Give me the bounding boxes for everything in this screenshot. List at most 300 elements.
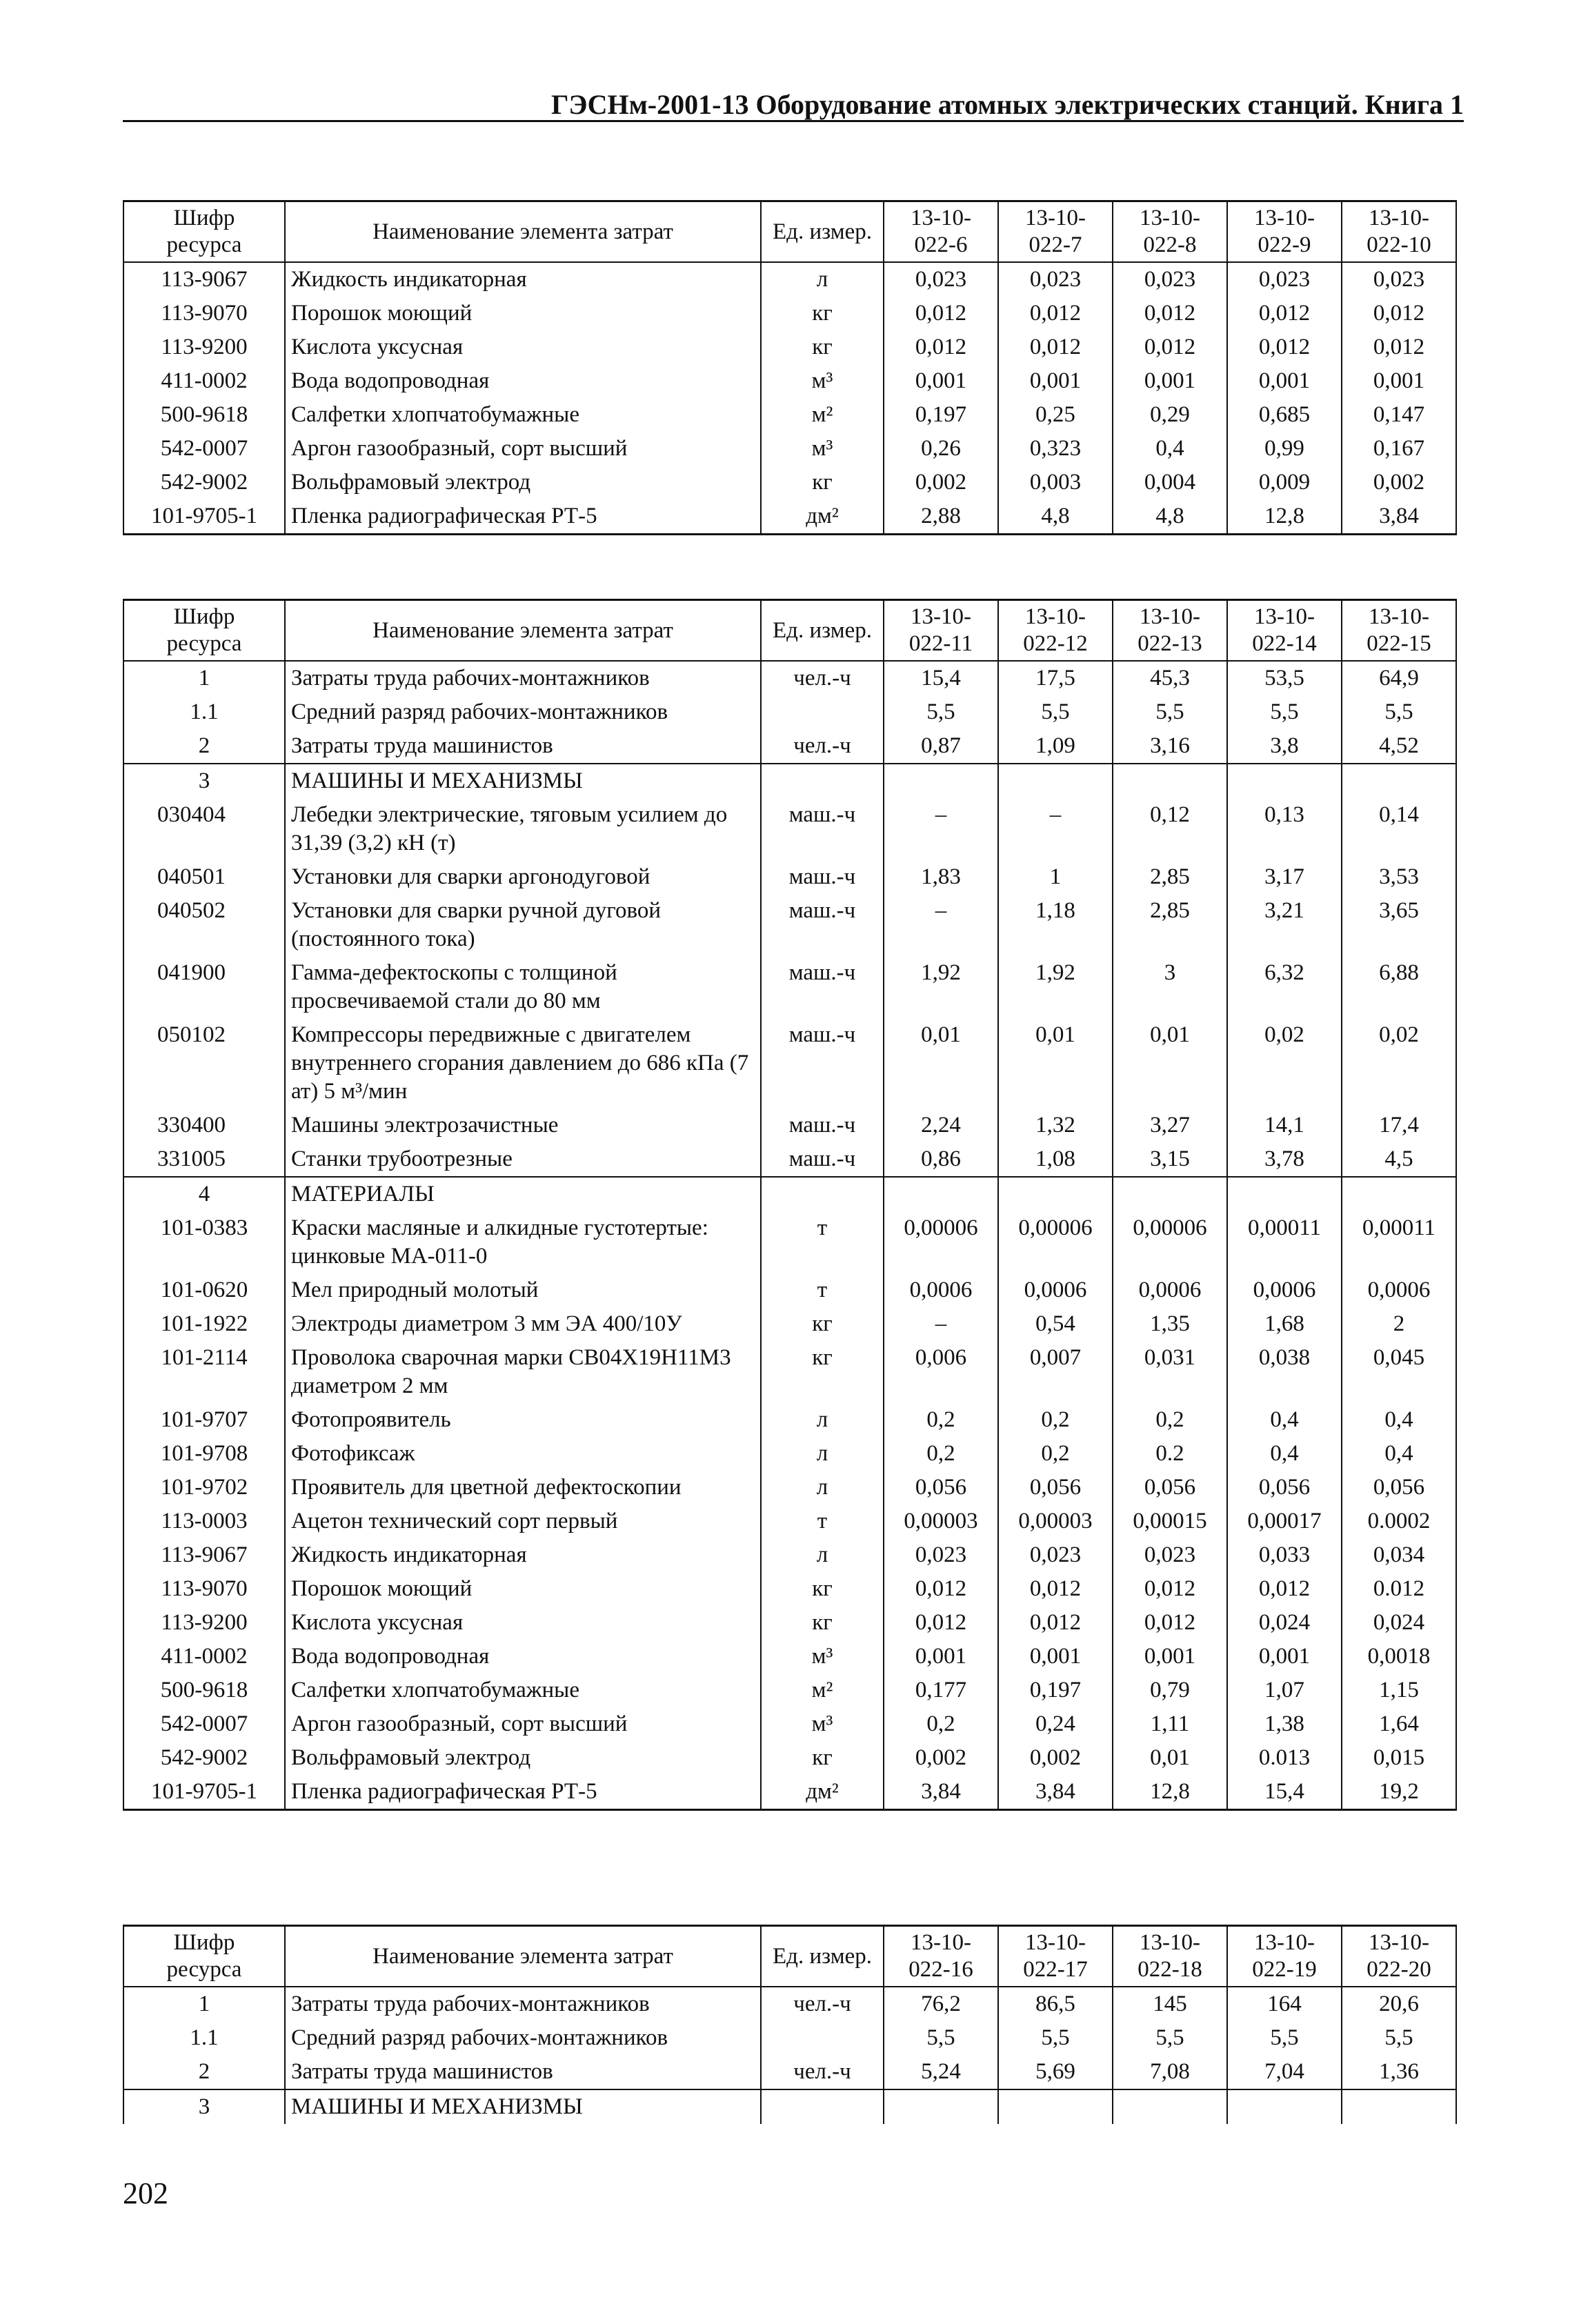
value-cell: 2,85 [1113, 860, 1227, 894]
resource-name-cell: Средний разряд рабочих-монтажников [285, 2021, 761, 2055]
column-header-code-line: Шифр [173, 1930, 235, 1955]
value-cell: 64,9 [1342, 661, 1456, 695]
table-row [123, 729, 1456, 764]
value-cell: 3,84 [1342, 499, 1456, 535]
unit-cell: чел.-ч [761, 729, 884, 764]
value-cell: 0,012 [1113, 297, 1227, 330]
value-cell: 2,88 [884, 499, 998, 535]
resource-name-cell: Установки для сварки ручной дуговой (постоянного тока) [285, 894, 761, 956]
value-cell: 1,07 [1227, 1674, 1342, 1707]
value-cell: 15,4 [884, 661, 998, 695]
section-row [123, 2089, 1456, 2124]
unit-cell: кг [761, 1606, 884, 1640]
unit-cell: л [761, 1538, 884, 1572]
value-cell: 0,147 [1342, 398, 1456, 432]
value-cell: – [998, 798, 1113, 860]
value-cell: 1 [998, 860, 1113, 894]
resource-code-cell: 113-9067 [123, 1538, 285, 1572]
value-cell: 12,8 [1113, 1775, 1227, 1810]
resource-name-cell: Компрессоры передвижные с двигателем внутреннего сгорания давлением до 686 кПа (7 ат) 5 м³/мин [285, 1018, 761, 1109]
value-cell: 2 [1342, 1307, 1456, 1341]
value-cell: – [884, 894, 998, 956]
value-cell: 0,023 [1227, 262, 1342, 297]
column-header-norm-code-line: 022-17 [1023, 1957, 1088, 1982]
column-header-code-line: Шифр [173, 206, 235, 230]
value-cell: 0,4 [1113, 432, 1227, 466]
page-header-title: ГЭСНм-2001-13 Оборудование атомных электрических станций. Книга 1 [550, 89, 1464, 120]
unit-cell [761, 695, 884, 729]
unit-cell: м³ [761, 1640, 884, 1674]
empty-cell [1227, 1177, 1342, 1211]
value-cell: 17,5 [998, 661, 1113, 695]
unit-cell: маш.-ч [761, 1018, 884, 1109]
value-cell: 0.013 [1227, 1741, 1342, 1775]
resource-name-cell: Станки трубоотрезные [285, 1142, 761, 1177]
section-code-cell: 3 [123, 764, 285, 798]
column-header-norm-code-line: 13-10- [1140, 1930, 1200, 1955]
value-cell: 1,64 [1342, 1707, 1456, 1741]
resource-name-cell: Салфетки хлопчатобумажные [285, 398, 761, 432]
resource-code-cell: 542-0007 [123, 432, 285, 466]
column-header-norm-code [1113, 201, 1227, 263]
table-row [123, 1142, 1456, 1177]
value-cell: 0,685 [1227, 398, 1342, 432]
resource-code-cell: 101-9702 [123, 1471, 285, 1504]
value-cell: 5,5 [1113, 2021, 1227, 2055]
column-header-norm-code-line: 13-10- [1140, 206, 1200, 230]
value-cell: 0,00017 [1227, 1504, 1342, 1538]
unit-cell: м³ [761, 432, 884, 466]
value-cell: 0,002 [884, 466, 998, 499]
value-cell: 0,002 [998, 1741, 1113, 1775]
value-cell: 0,012 [998, 1606, 1113, 1640]
unit-cell: кг [761, 330, 884, 364]
value-cell: 0,2 [998, 1437, 1113, 1471]
unit-cell [761, 2021, 884, 2055]
value-cell: 1,83 [884, 860, 998, 894]
column-header-norm-code-line: 022-14 [1252, 631, 1317, 656]
column-header-code-line: ресурса [166, 631, 242, 656]
value-cell: 0,01 [998, 1018, 1113, 1109]
value-cell: 0,056 [884, 1471, 998, 1504]
empty-cell [761, 764, 884, 798]
value-cell: 0,24 [998, 1707, 1113, 1741]
resource-name-cell: Кислота уксусная [285, 1606, 761, 1640]
column-header-norm-code-line: 13-10- [1369, 1930, 1429, 1955]
value-cell: 0,012 [1227, 297, 1342, 330]
table-row [123, 1403, 1456, 1437]
value-cell: 0,197 [998, 1674, 1113, 1707]
norms-table-022-16-20 [123, 1925, 1457, 2124]
value-cell: 0,00015 [1113, 1504, 1227, 1538]
value-cell: 4,52 [1342, 729, 1456, 764]
resource-code-cell: 1.1 [123, 2021, 285, 2055]
resource-code-cell: 542-0007 [123, 1707, 285, 1741]
value-cell: 0,02 [1342, 1018, 1456, 1109]
value-cell: 1,15 [1342, 1674, 1456, 1707]
resource-name-cell: Вода водопроводная [285, 364, 761, 398]
column-header-code [123, 1926, 285, 1987]
column-header-norm-code [1227, 201, 1342, 263]
value-cell: 0,023 [1113, 262, 1227, 297]
value-cell: 0,012 [884, 1572, 998, 1606]
value-cell: 0,25 [998, 398, 1113, 432]
table-row [123, 894, 1456, 956]
unit-cell: маш.-ч [761, 894, 884, 956]
resource-name-cell: Жидкость индикаторная [285, 1538, 761, 1572]
column-header-norm-code-line: 13-10- [1254, 1930, 1315, 1955]
unit-cell: кг [761, 1307, 884, 1341]
table-row [123, 1775, 1456, 1810]
value-cell: 0,00006 [884, 1211, 998, 1273]
unit-cell: т [761, 1211, 884, 1273]
table-row [123, 1538, 1456, 1572]
empty-cell [884, 2089, 998, 2124]
column-header-norm-code [998, 600, 1113, 662]
value-cell: 5,5 [1342, 695, 1456, 729]
value-cell: 0,012 [884, 297, 998, 330]
value-cell: 0,002 [1342, 466, 1456, 499]
value-cell: 3,78 [1227, 1142, 1342, 1177]
value-cell: 0,015 [1342, 1741, 1456, 1775]
column-header-norm-code [998, 201, 1113, 263]
value-cell: 86,5 [998, 1987, 1113, 2021]
table-row [123, 1109, 1456, 1142]
resource-code-cell: 041900 [123, 956, 285, 1018]
value-cell: 0,4 [1342, 1437, 1456, 1471]
empty-cell [884, 764, 998, 798]
column-header-norm-code-line: 022-16 [908, 1957, 973, 1982]
table-row [123, 1211, 1456, 1273]
resource-name-cell: Затраты труда машинистов [285, 729, 761, 764]
resource-code-cell: 040502 [123, 894, 285, 956]
value-cell: 0,02 [1227, 1018, 1342, 1109]
value-cell: 0,0006 [884, 1273, 998, 1307]
resource-code-cell: 1 [123, 661, 285, 695]
header-rule [123, 120, 1464, 122]
resource-code-cell: 1 [123, 1987, 285, 2021]
resource-name-cell: Жидкость индикаторная [285, 262, 761, 297]
resource-code-cell: 330400 [123, 1109, 285, 1142]
column-header-norm-code-line: 13-10- [1369, 604, 1429, 629]
value-cell: 0,2 [998, 1403, 1113, 1437]
value-cell: 0,056 [998, 1471, 1113, 1504]
unit-cell: м³ [761, 364, 884, 398]
resource-code-cell: 542-9002 [123, 466, 285, 499]
unit-cell: маш.-ч [761, 798, 884, 860]
value-cell: 0.2 [1113, 1437, 1227, 1471]
column-header-norm-code [1227, 600, 1342, 662]
value-cell: 3,84 [884, 1775, 998, 1810]
unit-cell: чел.-ч [761, 2055, 884, 2089]
resource-name-cell: Вольфрамовый электрод [285, 1741, 761, 1775]
value-cell: 0,0018 [1342, 1640, 1456, 1674]
table-row [123, 2021, 1456, 2055]
norms-table-022-6-10 [123, 200, 1457, 535]
value-cell: 3,16 [1113, 729, 1227, 764]
value-cell: 0,012 [1342, 330, 1456, 364]
value-cell: 0,012 [998, 330, 1113, 364]
column-header-norm-code [884, 1926, 998, 1987]
value-cell: 4,5 [1342, 1142, 1456, 1177]
value-cell: 0,4 [1227, 1403, 1342, 1437]
table-row [123, 1707, 1456, 1741]
value-cell: 0,009 [1227, 466, 1342, 499]
unit-cell: чел.-ч [761, 1987, 884, 2021]
resource-name-cell: Лебедки электрические, тяговым усилием до 31,39 (3,2) кН (т) [285, 798, 761, 860]
column-header-unit: Ед. измер. [761, 1926, 884, 1987]
table-row [123, 1741, 1456, 1775]
value-cell: 0,023 [1113, 1538, 1227, 1572]
value-cell: 53,5 [1227, 661, 1342, 695]
value-cell: 0,86 [884, 1142, 998, 1177]
resource-name-cell: Вольфрамовый электрод [285, 466, 761, 499]
resource-name-cell: Затраты труда рабочих-монтажников [285, 661, 761, 695]
value-cell: 3 [1113, 956, 1227, 1018]
value-cell: 0,001 [1113, 1640, 1227, 1674]
value-cell: 0,00003 [884, 1504, 998, 1538]
column-header-norm-code [1227, 1926, 1342, 1987]
section-code-cell: 4 [123, 1177, 285, 1211]
resource-code-cell: 411-0002 [123, 1640, 285, 1674]
column-header-norm-code-line: 13-10- [911, 1930, 971, 1955]
table-header-row [123, 1926, 1456, 1987]
value-cell: 1,08 [998, 1142, 1113, 1177]
value-cell: 0,01 [884, 1018, 998, 1109]
value-cell: 17,4 [1342, 1109, 1456, 1142]
resource-code-cell: 101-9707 [123, 1403, 285, 1437]
value-cell: 0,197 [884, 398, 998, 432]
value-cell: 1,18 [998, 894, 1113, 956]
value-cell: 0,99 [1227, 432, 1342, 466]
column-header-norm-code-line: 13-10- [1369, 206, 1429, 230]
value-cell: 5,69 [998, 2055, 1113, 2089]
value-cell: 0,038 [1227, 1341, 1342, 1403]
value-cell: 1,38 [1227, 1707, 1342, 1741]
value-cell: 0,001 [1342, 364, 1456, 398]
resource-name-cell: Электроды диаметром 3 мм ЭА 400/10У [285, 1307, 761, 1341]
value-cell: 0,004 [1113, 466, 1227, 499]
value-cell: 1,09 [998, 729, 1113, 764]
value-cell: 0,023 [884, 1538, 998, 1572]
value-cell: 0,01 [1113, 1018, 1227, 1109]
resource-code-cell: 113-0003 [123, 1504, 285, 1538]
norms-table-022-11-15 [123, 599, 1457, 1811]
value-cell: 1,68 [1227, 1307, 1342, 1341]
value-cell: 0,012 [1342, 297, 1456, 330]
value-cell: – [884, 1307, 998, 1341]
value-cell: 0,023 [998, 262, 1113, 297]
value-cell: 3,53 [1342, 860, 1456, 894]
value-cell: 1,92 [998, 956, 1113, 1018]
value-cell: 0,00011 [1227, 1211, 1342, 1273]
value-cell: 14,1 [1227, 1109, 1342, 1142]
table-row [123, 1341, 1456, 1403]
column-header-norm-code [884, 600, 998, 662]
empty-cell [998, 1177, 1113, 1211]
value-cell: 6,88 [1342, 956, 1456, 1018]
resource-code-cell: 050102 [123, 1018, 285, 1109]
value-cell: 0,056 [1113, 1471, 1227, 1504]
resource-code-cell: 101-1922 [123, 1307, 285, 1341]
table-row [123, 330, 1456, 364]
column-header-norm-code-line: 022-8 [1143, 232, 1197, 257]
column-header-norm-code-line: 022-18 [1137, 1957, 1202, 1982]
value-cell: 0,024 [1227, 1606, 1342, 1640]
column-header-norm-code [1342, 201, 1456, 263]
value-cell: 0,001 [1227, 364, 1342, 398]
value-cell: 5,24 [884, 2055, 998, 2089]
value-cell: 0,00011 [1342, 1211, 1456, 1273]
resource-code-cell: 500-9618 [123, 1674, 285, 1707]
resource-code-cell: 101-2114 [123, 1341, 285, 1403]
column-header-code [123, 600, 285, 662]
value-cell: 0,4 [1342, 1403, 1456, 1437]
resource-name-cell: Пленка радиографическая РТ-5 [285, 499, 761, 535]
table-row [123, 695, 1456, 729]
value-cell: 7,08 [1113, 2055, 1227, 2089]
page-number: 202 [123, 2176, 168, 2210]
resource-code-cell: 101-9705-1 [123, 1775, 285, 1810]
column-header-code-line: Шифр [173, 604, 235, 629]
column-header-name: Наименование элемента затрат [285, 1926, 761, 1987]
value-cell: 0,006 [884, 1341, 998, 1403]
value-cell: 0,012 [998, 297, 1113, 330]
resource-name-cell: Порошок моющий [285, 1572, 761, 1606]
resource-name-cell: Гамма-дефектоскопы с толщиной просвечиваемой стали до 80 мм [285, 956, 761, 1018]
value-cell: 0,012 [1227, 330, 1342, 364]
value-cell: 3,21 [1227, 894, 1342, 956]
value-cell: 0,002 [884, 1741, 998, 1775]
unit-cell: маш.-ч [761, 1109, 884, 1142]
value-cell: 0,012 [1113, 1572, 1227, 1606]
value-cell: 20,6 [1342, 1987, 1456, 2021]
value-cell: 1,11 [1113, 1707, 1227, 1741]
column-header-code-line: ресурса [166, 232, 242, 257]
value-cell: 0,012 [1113, 1606, 1227, 1640]
column-header-norm-code-line: 13-10- [1254, 604, 1315, 629]
table-row [123, 798, 1456, 860]
unit-cell: кг [761, 1572, 884, 1606]
value-cell: 5,5 [1227, 695, 1342, 729]
table-header-row [123, 600, 1456, 662]
column-header-norm-code [998, 1926, 1113, 1987]
column-header-norm-code [1342, 1926, 1456, 1987]
table-row [123, 1674, 1456, 1707]
value-cell: 12,8 [1227, 499, 1342, 535]
resource-code-cell: 113-9067 [123, 262, 285, 297]
table-row [123, 1018, 1456, 1109]
empty-cell [1227, 2089, 1342, 2124]
resource-name-cell: Затраты труда рабочих-монтажников [285, 1987, 761, 2021]
table-header-row [123, 201, 1456, 263]
value-cell: 1,36 [1342, 2055, 1456, 2089]
unit-cell: кг [761, 1741, 884, 1775]
section-name-cell: МАШИНЫ И МЕХАНИЗМЫ [285, 2089, 761, 2124]
value-cell: 0,4 [1227, 1437, 1342, 1471]
resource-name-cell: Фотофиксаж [285, 1437, 761, 1471]
value-cell: 164 [1227, 1987, 1342, 2021]
value-cell: 0,012 [1227, 1572, 1342, 1606]
value-cell: 76,2 [884, 1987, 998, 2021]
value-cell: 1,35 [1113, 1307, 1227, 1341]
empty-cell [1113, 764, 1227, 798]
value-cell: 15,4 [1227, 1775, 1342, 1810]
resource-code-cell: 1.1 [123, 695, 285, 729]
value-cell: 2,24 [884, 1109, 998, 1142]
resource-code-cell: 113-9200 [123, 1606, 285, 1640]
resource-code-cell: 113-9070 [123, 297, 285, 330]
value-cell: 0,12 [1113, 798, 1227, 860]
unit-cell: кг [761, 297, 884, 330]
column-header-norm-code-line: 022-10 [1367, 232, 1431, 257]
value-cell: 3,15 [1113, 1142, 1227, 1177]
value-cell: 0,012 [1113, 330, 1227, 364]
value-cell: 0,003 [998, 466, 1113, 499]
column-header-norm-code-line: 13-10- [1025, 604, 1086, 629]
column-header-norm-code-line: 022-13 [1137, 631, 1202, 656]
empty-cell [1342, 764, 1456, 798]
value-cell: 0,177 [884, 1674, 998, 1707]
value-cell: 0,0006 [1113, 1273, 1227, 1307]
value-cell: 0,323 [998, 432, 1113, 466]
resource-name-cell: Краски масляные и алкидные густотертые: цинковые МА-011-0 [285, 1211, 761, 1273]
value-cell: 0,26 [884, 432, 998, 466]
column-header-norm-code [1342, 600, 1456, 662]
resource-name-cell: Средний разряд рабочих-монтажников [285, 695, 761, 729]
value-cell: 0,012 [998, 1572, 1113, 1606]
unit-cell: маш.-ч [761, 1142, 884, 1177]
table-row [123, 466, 1456, 499]
empty-cell [761, 2089, 884, 2124]
empty-cell [761, 1177, 884, 1211]
value-cell: 0,0006 [998, 1273, 1113, 1307]
value-cell: 0,033 [1227, 1538, 1342, 1572]
resource-code-cell: 542-9002 [123, 1741, 285, 1775]
unit-cell: дм² [761, 1775, 884, 1810]
resource-name-cell: Салфетки хлопчатобумажные [285, 1674, 761, 1707]
resource-name-cell: Проявитель для цветной дефектоскопии [285, 1471, 761, 1504]
value-cell: 0,023 [884, 262, 998, 297]
value-cell: 3,8 [1227, 729, 1342, 764]
value-cell: 0,2 [1113, 1403, 1227, 1437]
unit-cell: кг [761, 466, 884, 499]
unit-cell: кг [761, 1341, 884, 1403]
value-cell: 0,056 [1342, 1471, 1456, 1504]
value-cell: 0,034 [1342, 1538, 1456, 1572]
empty-cell [1342, 2089, 1456, 2124]
value-cell: 0,007 [998, 1341, 1113, 1403]
value-cell: 1,92 [884, 956, 998, 1018]
empty-cell [1227, 764, 1342, 798]
section-row [123, 764, 1456, 798]
resource-name-cell: Установки для сварки аргонодуговой [285, 860, 761, 894]
value-cell: 5,5 [1113, 695, 1227, 729]
resource-code-cell: 331005 [123, 1142, 285, 1177]
value-cell: 0,13 [1227, 798, 1342, 860]
value-cell: 5,5 [998, 2021, 1113, 2055]
empty-cell [1342, 1177, 1456, 1211]
value-cell: 0,54 [998, 1307, 1113, 1341]
unit-cell: м³ [761, 1707, 884, 1741]
column-header-norm-code-line: 022-9 [1258, 232, 1311, 257]
resource-name-cell: Кислота уксусная [285, 330, 761, 364]
table-row [123, 860, 1456, 894]
value-cell: 0,001 [1227, 1640, 1342, 1674]
resource-name-cell: Фотопроявитель [285, 1403, 761, 1437]
table-row [123, 2055, 1456, 2089]
resource-name-cell: Аргон газообразный, сорт высший [285, 1707, 761, 1741]
